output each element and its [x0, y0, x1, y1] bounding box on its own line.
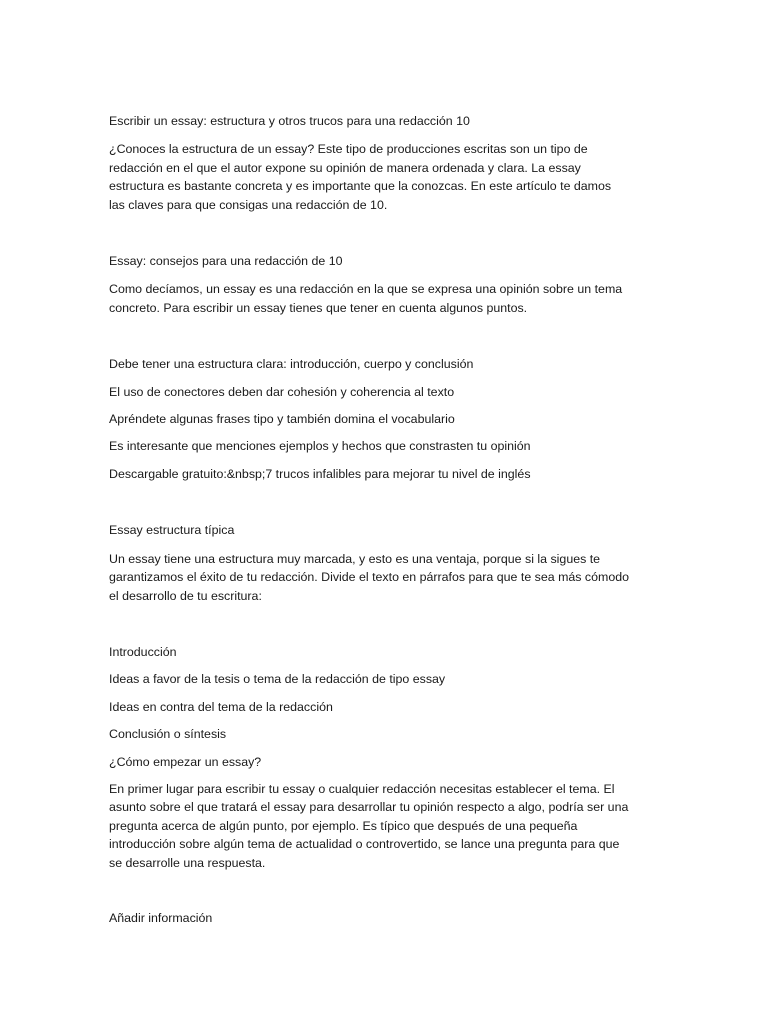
consejos-paragraph: Como decíamos, un essay es una redacción en la que se expresa una opinión sobre un tema concreto. Para escribir un essay tienes que tener en cuenta algunos puntos. — [109, 282, 623, 315]
estructura-paragraph: Un essay tiene una estructura muy marcada, y esto es una ventaja, porque si la sigues te garantizamos el éxito de tu redacción. Divide el texto en párrafos para que te sea más cómodo el desarrollo de tu escritura: — [109, 551, 630, 603]
tip-item: Es interesante que menciones ejemplos y hechos que constrasten tu opinión — [109, 439, 531, 454]
structure-item: Introducción — [109, 644, 177, 659]
structure-item: Ideas en contra del tema de la redacción — [109, 699, 333, 714]
intro-paragraph: ¿Conoces la estructura de un essay? Este tipo de producciones escritas son un tipo de redacción en el que el autor expone su opinión de manera ordenada y clara. La essay estructura es bastante concreta y es importante que la conozcas. En este artículo te damos las claves para que consigas una redacción de 10. — [109, 142, 612, 212]
section-heading-estructura: Essay estructura típica — [109, 523, 235, 538]
tip-item: Descargable gratuito:&nbsp;7 trucos infalibles para mejorar tu nivel de inglés — [109, 466, 531, 481]
document-body — [109, 112, 629, 927]
section-heading-consejos: Essay: consejos para una redacción de 10 — [109, 254, 343, 269]
section-heading-empezar: ¿Cómo empezar un essay? — [109, 754, 262, 769]
structure-item: Ideas a favor de la tesis o tema de la redacción de tipo essay — [109, 672, 446, 687]
section-heading-anadir: Añadir información — [109, 910, 213, 925]
tip-item: Debe tener una estructura clara: introducción, cuerpo y conclusión — [109, 357, 474, 372]
structure-item: Conclusión o síntesis — [109, 727, 227, 742]
empezar-paragraph: En primer lugar para escribir tu essay o cualquier redacción necesitas establecer el tema. El asunto sobre el que tratará el essay para desarrollar tu opinión respecto a algo, podría ser una pregunta acerca de algún punto, por ejemplo. Es típico que después de una pequeña introducción sobre algún tema de actualidad o controvertido, se lance una pregunta para que se desarrolle una respuesta. — [109, 781, 629, 870]
tip-item: El uso de conectores deben dar cohesión y coherencia al texto — [109, 384, 455, 399]
tip-item: Apréndete algunas frases tipo y también domina el vocabulario — [109, 412, 455, 427]
document-title: Escribir un essay: estructura y otros trucos para una redacción 10 — [109, 114, 470, 128]
